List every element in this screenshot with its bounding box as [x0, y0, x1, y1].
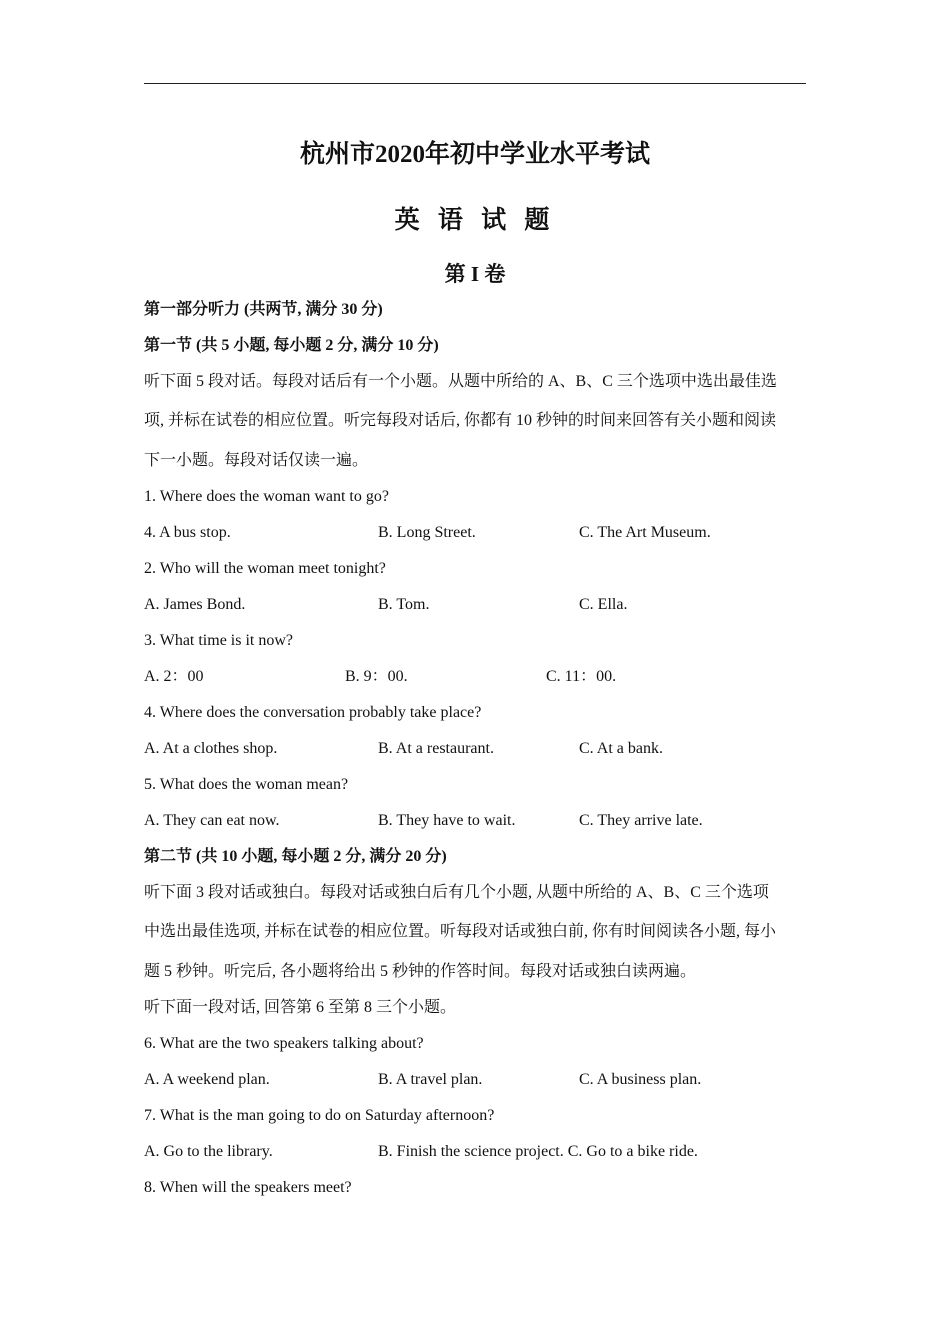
question-5: 5. What does the woman mean? [144, 776, 349, 793]
section1-instruction-line: 项, 并标在试卷的相应位置。听完每段对话后, 你都有 10 秒钟的时间来回答有关小题和阅读 [144, 412, 777, 429]
question-3: 3. What time is it now? [144, 632, 294, 649]
volume-title: 第 I 卷 [444, 262, 506, 286]
q4-option-b: B. At a restaurant. [378, 740, 494, 757]
section1-instruction-line: 下一小题。每段对话仅读一遍。 [144, 452, 369, 469]
q4-option-a: A. At a clothes shop. [144, 740, 278, 757]
q7-option-b: B. Finish the science project. C. Go to a bike ride. [378, 1143, 698, 1160]
q3-option-a: A. 2：00 [144, 668, 204, 685]
section2-heading: 第二节 (共 10 小题, 每小题 2 分, 满分 20 分) [144, 848, 447, 865]
question-8: 8. When will the speakers meet? [144, 1179, 352, 1196]
dialog-intro: 听下面一段对话, 回答第 6 至第 8 三个小题。 [144, 999, 457, 1016]
q1-option-c: C. The Art Museum. [579, 524, 711, 541]
q1-option-a: 4. A bus stop. [144, 524, 231, 541]
q6-option-c: C. A business plan. [579, 1071, 702, 1088]
part1-heading: 第一部分听力 (共两节, 满分 30 分) [144, 301, 383, 318]
q4-option-c: C. At a bank. [579, 740, 663, 757]
question-1: 1. Where does the woman want to go? [144, 488, 389, 505]
section2-instruction-line: 中选出最佳选项, 并标在试卷的相应位置。听每段对话或独白前, 你有时间阅读各小题, 每小 [144, 923, 777, 940]
question-2: 2. Who will the woman meet tonight? [144, 560, 386, 577]
q2-option-c: C. Ella. [579, 596, 628, 613]
exam-subtitle: 英 语 试 题 [394, 207, 556, 234]
question-6: 6. What are the two speakers talking about? [144, 1035, 424, 1052]
header-rule [144, 83, 806, 84]
question-4: 4. Where does the conversation probably take place? [144, 704, 482, 721]
section2-instruction-line: 听下面 3 段对话或独白。每段对话或独白后有几个小题, 从题中所给的 A、B、C 三个选项 [144, 884, 769, 901]
q3-option-c: C. 11：00. [546, 668, 617, 685]
q1-option-b: B. Long Street. [378, 524, 476, 541]
q5-option-c: C. They arrive late. [579, 812, 703, 829]
question-7: 7. What is the man going to do on Saturday afternoon? [144, 1107, 495, 1124]
exam-title: 杭州市2020年初中学业水平考试 [299, 141, 650, 168]
q3-option-b: B. 9：00. [345, 668, 408, 685]
q2-option-a: A. James Bond. [144, 596, 246, 613]
q5-option-a: A. They can eat now. [144, 812, 280, 829]
section2-instruction-line: 题 5 秒钟。听完后, 各小题将给出 5 秒钟的作答时间。每段对话或独白读两遍。 [144, 963, 697, 980]
q5-option-b: B. They have to wait. [378, 812, 516, 829]
section1-heading: 第一节 (共 5 小题, 每小题 2 分, 满分 10 分) [144, 337, 439, 354]
q7-option-a: A. Go to the library. [144, 1143, 273, 1160]
section1-instruction-line: 听下面 5 段对话。每段对话后有一个小题。从题中所给的 A、B、C 三个选项中选出最佳选 [144, 373, 777, 390]
q6-option-a: A. A weekend plan. [144, 1071, 270, 1088]
q2-option-b: B. Tom. [378, 596, 430, 613]
q6-option-b: B. A travel plan. [378, 1071, 483, 1088]
